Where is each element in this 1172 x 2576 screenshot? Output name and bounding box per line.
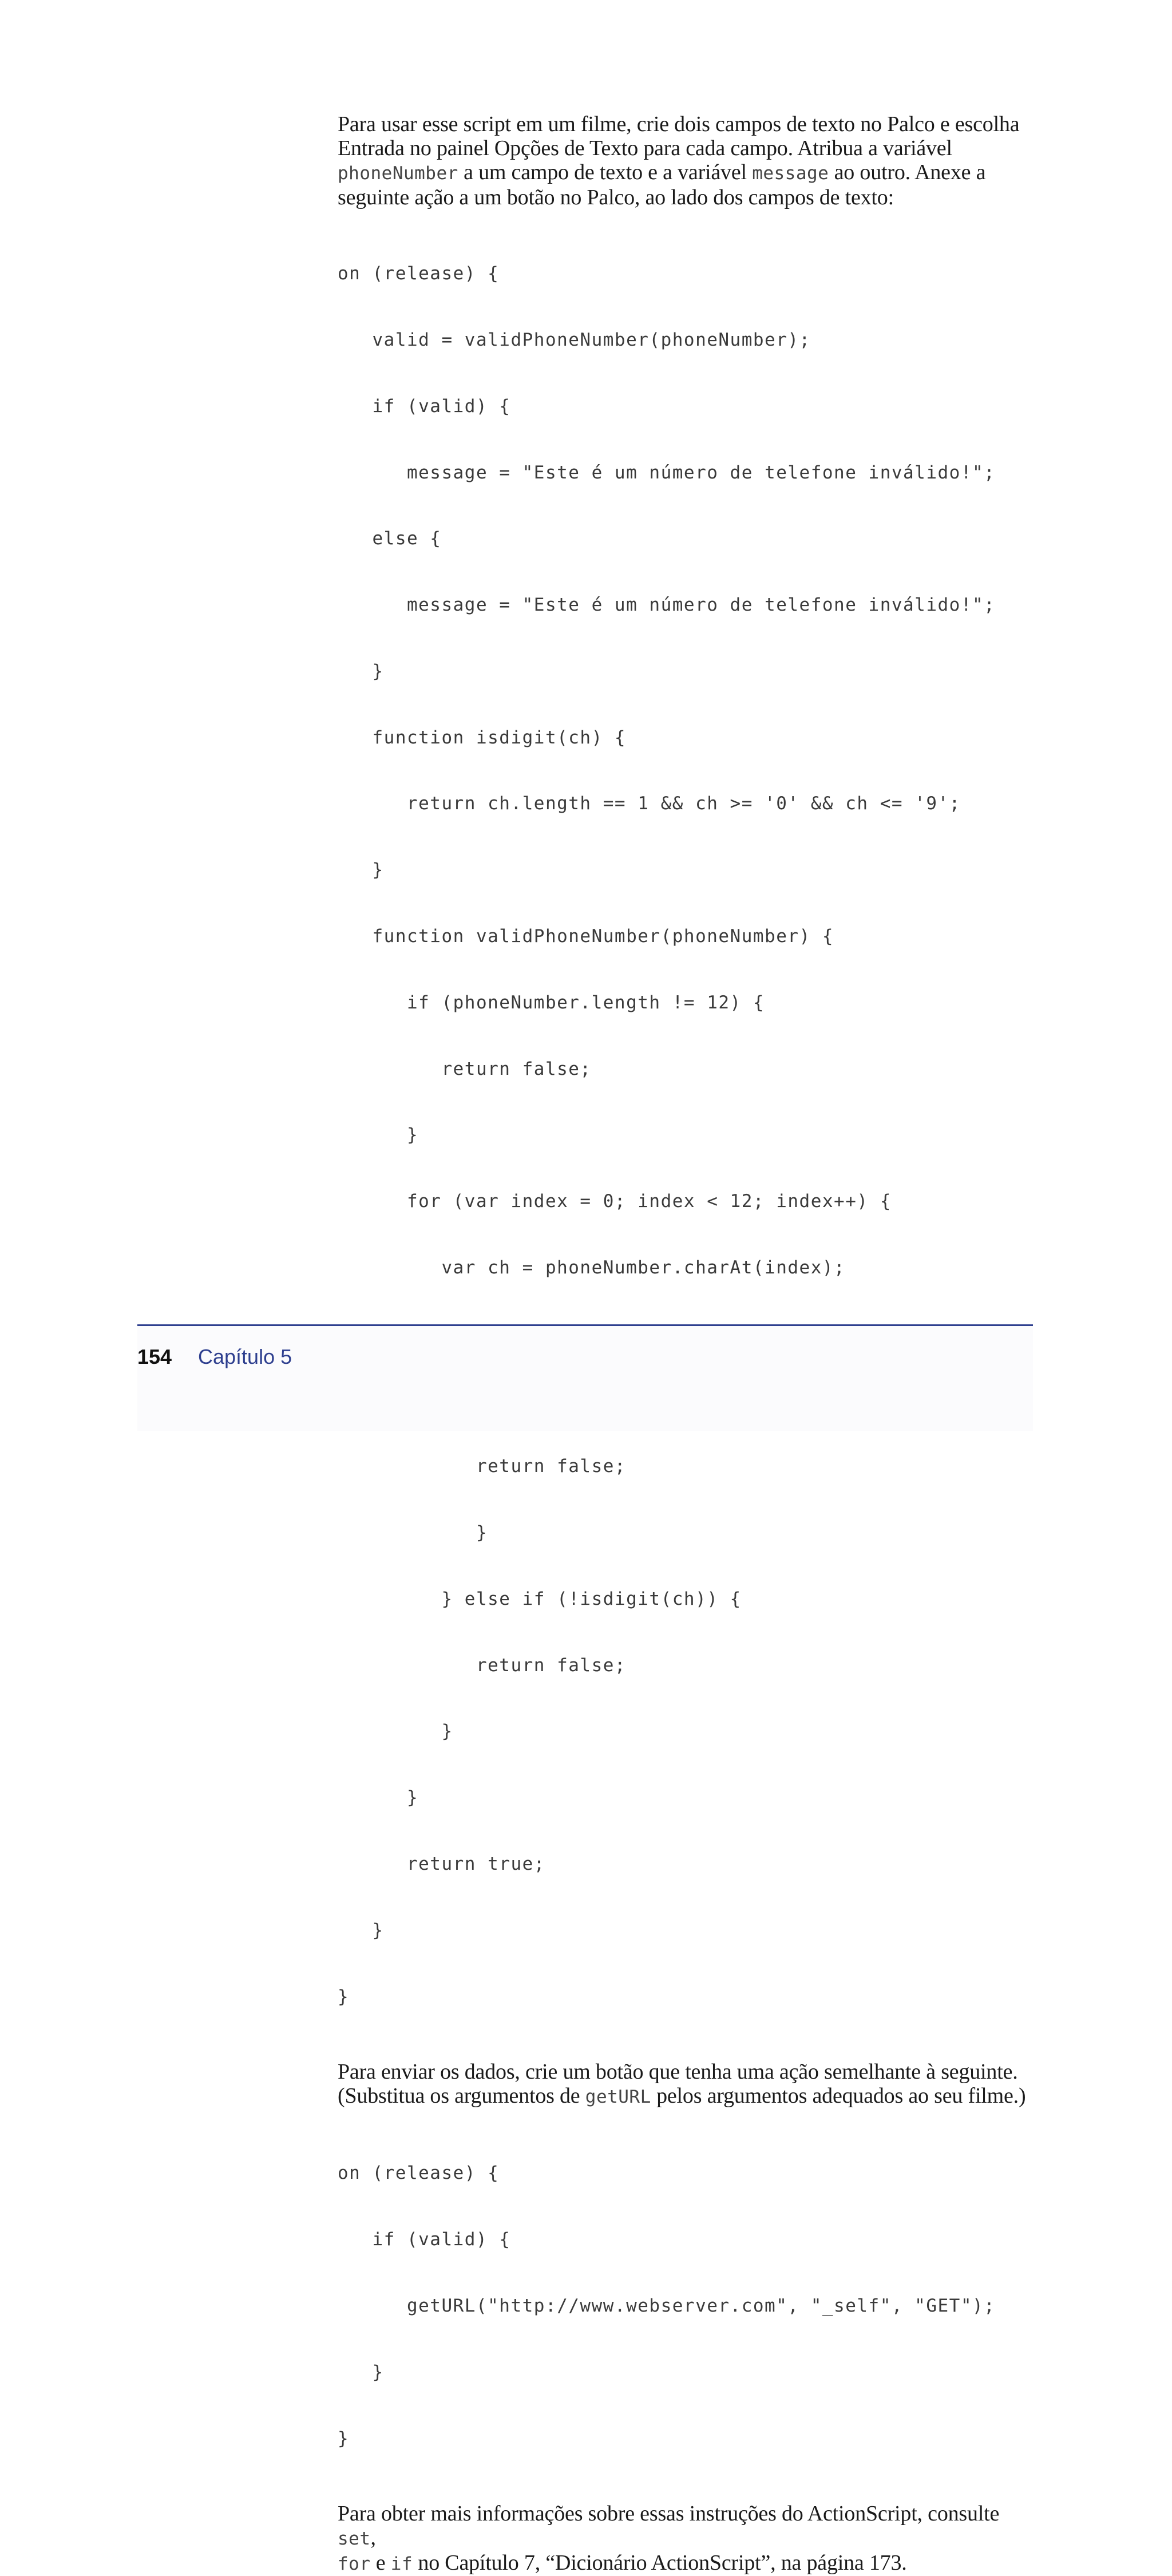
middle-paragraph [338, 2060, 1042, 2109]
code-block-validation [338, 219, 1042, 2052]
closing-line-1-text: Para obter mais informações sobre essas instruções do ActionScript, consulte [338, 2502, 1000, 2526]
code-line: for (var index = 0; index < 12; index++) { [338, 1191, 892, 1212]
closing-line-2-text-1: e [370, 2551, 391, 2575]
code-line: return false; [338, 1456, 627, 1477]
code-line: return true; [338, 1853, 545, 1874]
closing-paragraph [338, 2502, 1042, 2576]
code-line: var ch = phoneNumber.charAt(index); [338, 1257, 846, 1278]
code-line: function validPhoneNumber(phoneNumber) { [338, 926, 834, 947]
code-line: } [338, 2428, 350, 2449]
footer-background [137, 1326, 1033, 1431]
intro-line-3-text-1: a um campo de texto e a variável [458, 160, 753, 184]
code-line: valid = validPhoneNumber(phoneNumber); [338, 329, 811, 350]
code-line: message = "Este é um número de telefone inválido!"; [338, 462, 996, 483]
intro-line-2: Entrada no painel Opções de Texto para cada campo. Atribua a variável [338, 136, 952, 160]
intro-line-3-text-2: ao outro. Anexe a [829, 160, 986, 184]
middle-line-2-text-1: (Substitua os argumentos de [338, 2084, 585, 2108]
inline-code-if: if [390, 2554, 413, 2575]
code-line: } [338, 1721, 453, 1742]
page-number: 154 [137, 1345, 172, 1368]
code-line: } [338, 1787, 419, 1809]
middle-line-2-text-2: pelos argumentos adequados ao seu filme.) [651, 2084, 1026, 2108]
code-line: function isdigit(ch) { [338, 727, 627, 748]
middle-line-1: Para enviar os dados, crie um botão que tenha uma ação semelhante à seguinte. [338, 2060, 1018, 2084]
intro-paragraph [338, 112, 1042, 209]
code-line: } else if (!isdigit(ch)) { [338, 1588, 742, 1609]
closing-line-2-text-2: no Capítulo 7, “Dicionário ActionScript”, na página 173. [413, 2551, 907, 2575]
inline-code-for: for [338, 2554, 371, 2575]
code-line: if (phoneNumber.length != 12) { [338, 992, 765, 1013]
intro-line-1: Para usar esse script em um filme, crie dois campos de texto no Palco e escolha [338, 112, 1020, 136]
code-line: return false; [338, 1058, 592, 1079]
code-line: getURL("http://www.webserver.com", "_self", "GET"); [338, 2296, 996, 2317]
code-line: on (release) { [338, 263, 500, 284]
code-line: if (valid) { [338, 2229, 511, 2250]
code-line: else { [338, 528, 442, 549]
code-line: return false; [338, 1655, 627, 1676]
inline-code-message: message [752, 163, 829, 184]
code-line: } [338, 1986, 350, 2007]
footer-divider [137, 1324, 1033, 1326]
code-line: } [338, 860, 384, 881]
code-line: on (release) { [338, 2163, 500, 2184]
chapter-label: Capítulo 5 [198, 1345, 292, 1368]
inline-code-phonenumber: phoneNumber [338, 163, 458, 184]
inline-code-set: set [338, 2528, 371, 2550]
code-line: message = "Este é um número de telefone inválido!"; [338, 595, 996, 616]
code-line: } [338, 1125, 419, 1146]
code-line: } [338, 1920, 384, 1941]
code-line: } [338, 1522, 488, 1544]
code-line: return ch.length == 1 && ch >= '0' && ch <= '9'; [338, 793, 961, 814]
code-line: if (valid) { [338, 395, 511, 417]
intro-line-4: seguinte ação a um botão no Palco, ao lado dos campos de texto: [338, 185, 894, 209]
closing-line-1-comma: , [370, 2526, 376, 2550]
code-line: } [338, 2361, 384, 2383]
code-block-submit [338, 2118, 1042, 2494]
code-line: } [338, 660, 384, 682]
inline-code-geturl: getURL [585, 2087, 651, 2108]
